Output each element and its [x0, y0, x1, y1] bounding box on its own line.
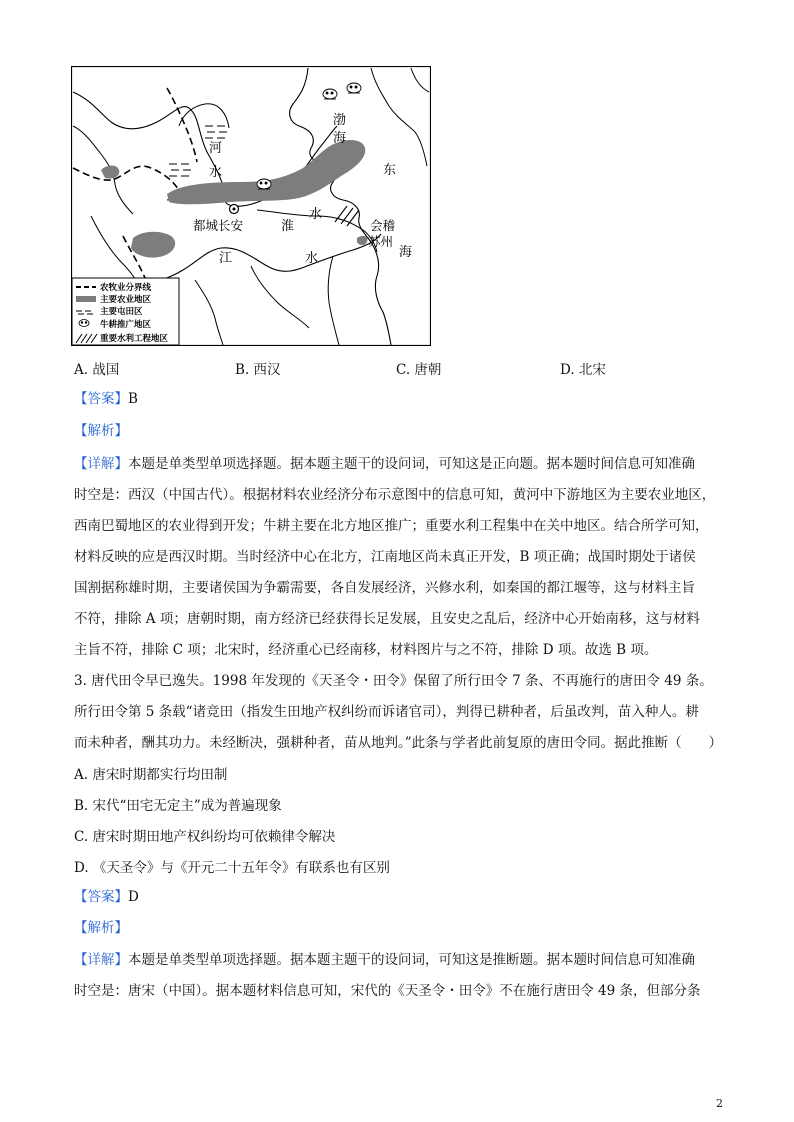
- q3-detail-tag: 【详解】: [74, 952, 128, 968]
- label-suzhou: 苏州: [368, 234, 394, 249]
- q2-detail-line: 时空是：西汉（中国古代）。根据材料农业经济分布示意图中的信息可知，黄河中下游地区为主要农业地区，: [74, 487, 716, 503]
- q2-option-c: C. 唐朝: [396, 362, 442, 378]
- q2-answer-tag: 【答案】: [74, 391, 128, 407]
- legend-ox: 牛耕推广地区: [100, 320, 152, 330]
- q2-answer: B: [128, 391, 138, 407]
- q2-detail-line: 不符，排除 A 项；唐朝时期，南方经济已经获得长足发展，且安史之乱后，经济中心开始南移，这与材料: [74, 611, 700, 627]
- q3-option-b: B. 宋代“田宅无定主”成为普遍现象: [74, 798, 282, 814]
- ox-plough-icon: [347, 83, 361, 93]
- q3-option-d: D. 《天圣令》与《开元二十五年令》有联系也有区别: [74, 860, 390, 876]
- q2-option-a: A. 战国: [74, 362, 120, 378]
- q3-options: [74, 760, 724, 884]
- q2-analysis-line: [74, 421, 128, 441]
- q2-option-d: D. 北宋: [560, 362, 606, 378]
- q3-detail: [74, 945, 724, 1007]
- q3-answer-tag: 【答案】: [74, 889, 128, 905]
- label-jiang: 江: [219, 251, 233, 266]
- agriculture-map: [71, 66, 431, 346]
- q2-detail-line: 本题是单类型单项选择题。据本题主题干的设问词，可知这是正向题。据本题时间信息可知准确: [128, 456, 695, 472]
- q3-option-a: A. 唐宋时期都实行均田制: [74, 767, 228, 783]
- q3-stem-line: 所行田令第 5 条载“诸竞田（指发生田地产权纠纷而诉诸官司），判得已耕种者，后虽改判，苗入种人。耕: [74, 704, 699, 720]
- q3-answer: D: [128, 889, 139, 905]
- legend-agri: 主要农业地区: [100, 295, 152, 305]
- q2-detail-tag: 【详解】: [74, 456, 128, 472]
- q3-detail-line: 时空是：唐宋（中国）。据本题材料信息可知，宋代的《天圣令・田令》不在施行唐田令 49 条，但部分条: [74, 983, 701, 999]
- q2-detail: [74, 449, 724, 666]
- label-bohai-2: 海: [333, 131, 347, 146]
- label-he: 河: [209, 141, 223, 156]
- q3-detail-line: 本题是单类型单项选择题。据本题主题干的设问词，可知这是推断题。据本题时间信息可知准确: [128, 952, 695, 968]
- q2-answer-line: [74, 389, 138, 409]
- legend-boundary: 农牧业分界线: [100, 283, 152, 293]
- q3-answer-line: [74, 887, 139, 907]
- q3-option-c: C. 唐宋时期田地产权纠纷均可依赖律令解决: [74, 829, 336, 845]
- q2-detail-line: 材料反映的应是西汉时期。当时经济中心在北方，江南地区尚未真正开发，B 项正确；战国时期处于诸侯: [74, 549, 696, 565]
- q3-analysis-tag: 【解析】: [74, 920, 128, 936]
- label-bohai-1: 渤: [333, 113, 347, 128]
- q2-detail-line: 主旨不符，排除 C 项；北宋时，经济重心已经南移，材料图片与之不符，排除 D 项。故选 B 项。: [74, 642, 658, 658]
- map-legend: [72, 278, 179, 345]
- label-shui-huai: 水: [309, 207, 323, 222]
- legend-irrigation: 重要水利工程地区: [100, 334, 169, 344]
- q3-stem-line: 3. 唐代田令早已逸失。1998 年发现的《天圣令・田令》保留了所行田令 7 条、不再施行的唐田令 49 条。: [74, 673, 713, 689]
- q2-options: [74, 358, 724, 378]
- q2-option-b: B. 西汉: [235, 362, 281, 378]
- label-dong: 东: [383, 163, 397, 178]
- label-kuaiji: 会稽: [370, 218, 396, 233]
- label-capital: 都城长安: [193, 218, 244, 233]
- label-shui-jiang: 水: [305, 251, 319, 266]
- q2-detail-line: 国割据称雄时期，主要诸侯国为争霸需要，各自发展经济，兴修水利，如秦国的都江堰等，这与材料主旨: [74, 580, 695, 596]
- legend-garrison: 主要屯田区: [100, 307, 143, 317]
- ox-plough-icon: [257, 179, 271, 189]
- label-huai: 淮: [281, 219, 295, 234]
- label-shui-he: 水: [209, 165, 223, 180]
- q3-stem: [74, 666, 724, 759]
- q2-detail-line: 西南巴蜀地区的农业得到开发；牛耕主要在北方地区推广；重要水利工程集中在关中地区。结合所学可知，: [74, 518, 709, 534]
- q3-stem-line: 而未种者，酬其功力。未经断决，强耕种者，苗从地判。”此条与学者此前复原的唐田令同。据此推断（ ）: [74, 735, 723, 751]
- q2-analysis-tag: 【解析】: [74, 423, 128, 439]
- q3-analysis-line: [74, 918, 128, 938]
- label-hai: 海: [399, 245, 413, 260]
- page-number: 2: [716, 1097, 723, 1110]
- ox-plough-icon: [323, 89, 337, 99]
